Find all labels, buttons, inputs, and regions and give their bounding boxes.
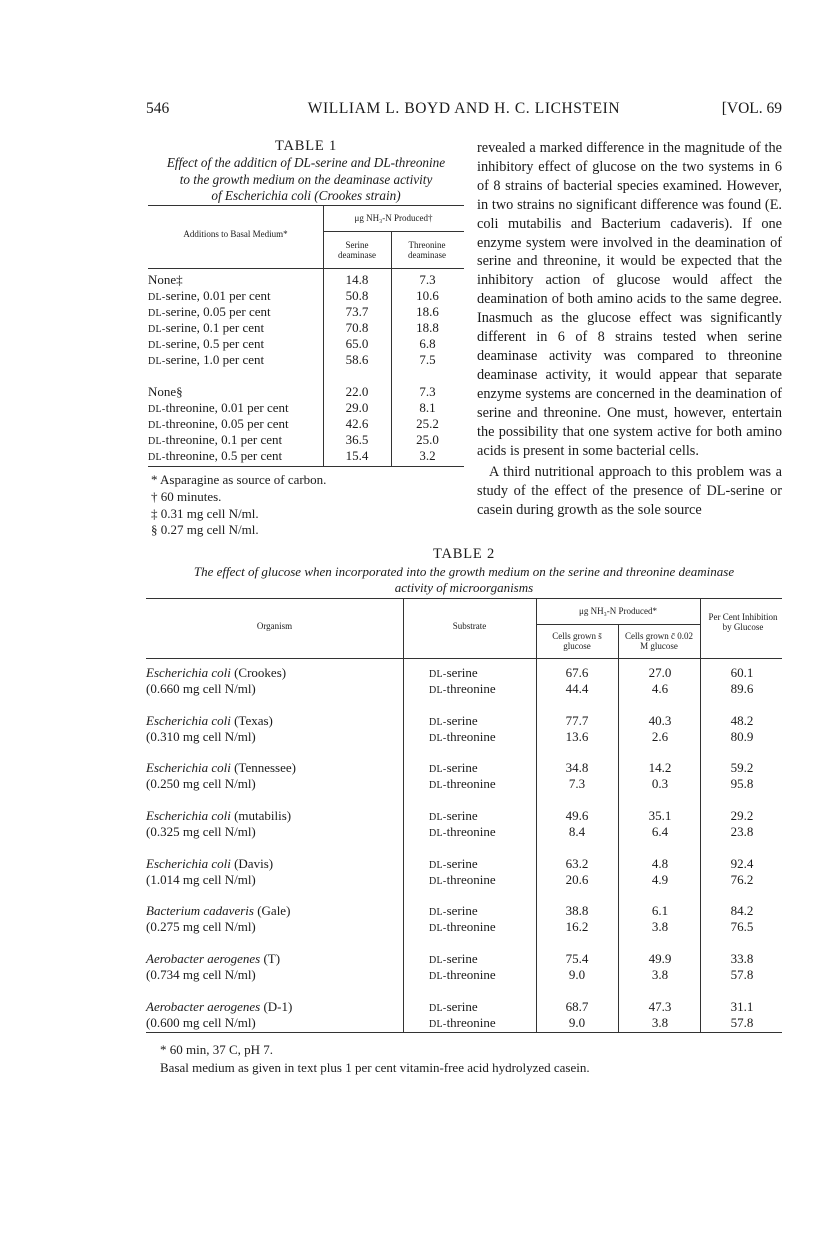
organism-species: Aerobacter aerogenes (146, 998, 261, 1014)
inhibition-value: 89.6 (730, 681, 754, 696)
substrate: DL-serine (429, 998, 478, 1014)
value-no-glucose: 44.4 (565, 681, 589, 696)
value-no-glucose: 8.4 (568, 824, 586, 840)
table-row-group (146, 713, 782, 761)
organism-species: Escherichia coli (146, 855, 231, 871)
table-row (146, 967, 782, 983)
cell-nitrogen: (0.734 mg cell N/ml) (146, 967, 256, 983)
value-glucose: 14.2 (648, 760, 672, 776)
value-glucose: 40.3 (648, 712, 672, 728)
row-label: None‡ (148, 272, 183, 287)
table-row (146, 824, 782, 840)
organism-strain: (Tennessee) (234, 760, 296, 776)
table-row (148, 384, 464, 400)
serine-value: 50.8 (345, 288, 369, 303)
organism-species: Aerobacter aerogenes (146, 951, 261, 967)
substrate: DL-serine (429, 951, 478, 967)
inhibition-value: 31.1 (730, 998, 754, 1014)
table1-caption (146, 155, 466, 205)
value-no-glucose: 38.8 (565, 903, 589, 919)
footnote: † 60 minutes. (151, 488, 222, 504)
row-label: DL-threonine, 0.1 per cent (148, 432, 283, 447)
table-row (148, 304, 464, 320)
serine-value: 42.6 (345, 416, 369, 431)
value-glucose: 49.9 (648, 951, 672, 967)
organism-strain: (Gale) (257, 903, 291, 919)
organism-name (146, 856, 273, 872)
footnote: § 0.27 mg cell N/ml. (151, 522, 259, 538)
value-no-glucose: 63.2 (565, 855, 589, 871)
table2-caption (146, 564, 782, 595)
row-label: DL-serine, 0.1 per cent (148, 320, 265, 335)
inhibition-value: 80.9 (730, 728, 754, 744)
serine-value: 15.4 (345, 448, 369, 463)
body-paragraph: A third nutritional approach to this problem was a study of the effect of the presence of DL-serine or casein during growth as the sole source (477, 464, 782, 519)
value-no-glucose: 7.3 (568, 776, 586, 792)
organism-name (146, 903, 290, 919)
table-row (148, 320, 464, 336)
organism-species: Escherichia coli (146, 808, 231, 824)
substrate: DL-threonine (429, 1014, 496, 1030)
cell-nitrogen: (0.325 mg cell N/ml) (146, 824, 256, 840)
table-row-group (146, 760, 782, 808)
inhibition-value: 60.1 (730, 665, 754, 680)
organism-species: Bacterium cadaveris (146, 903, 254, 919)
value-glucose: 47.3 (648, 998, 672, 1014)
threonine-value: 25.0 (416, 432, 439, 447)
inhibition-value: 57.8 (730, 967, 754, 983)
table-row (146, 903, 782, 919)
value-glucose: 35.1 (648, 808, 672, 824)
table-row (146, 1015, 782, 1031)
table-row-group (146, 856, 782, 904)
value-glucose: 4.8 (651, 855, 669, 871)
cell-nitrogen: (0.275 mg cell N/ml) (146, 919, 256, 935)
value-no-glucose: 49.6 (565, 808, 589, 824)
substrate: DL-threonine (429, 967, 496, 983)
table2-header-glucose: Cells grown c̄ 0.02 M glucose (625, 631, 693, 651)
row-label: DL-threonine, 0.05 per cent (148, 416, 289, 431)
threonine-value: 18.8 (416, 320, 439, 335)
substrate: DL-threonine (429, 871, 496, 887)
table-row (146, 665, 782, 681)
table-row (148, 400, 464, 416)
cell-nitrogen: (0.250 mg cell N/ml) (146, 776, 256, 792)
table2-title: TABLE 2 (432, 546, 496, 562)
serine-value: 36.5 (345, 432, 369, 447)
table2-caption-line: The effect of glucose when incorporated into the growth medium on the serine and threonine deaminase (193, 564, 735, 579)
table2-header-inhibition: Per Cent Inhibition by Glucose (708, 612, 778, 632)
footnote: Basal medium as given in text plus 1 per cent vitamin-free acid hydrolyzed casein. (160, 1059, 590, 1075)
inhibition-value: 92.4 (730, 855, 754, 871)
table1-header-threonine: Threonine deaminase (408, 240, 446, 260)
footnote: * 60 min, 37 C, pH 7. (160, 1042, 274, 1057)
table-row (148, 448, 464, 464)
table-row-group (146, 951, 782, 999)
cell-nitrogen: (0.600 mg cell N/ml) (146, 1014, 256, 1030)
organism-species: Escherichia coli (146, 760, 231, 776)
table-row (146, 919, 782, 935)
organism-species: Escherichia coli (146, 712, 231, 728)
cell-nitrogen: (1.014 mg cell N/ml) (146, 871, 256, 887)
value-no-glucose: 34.8 (565, 760, 589, 776)
row-label: DL-serine, 0.5 per cent (148, 336, 265, 351)
inhibition-value: 59.2 (730, 760, 754, 776)
table-row (146, 999, 782, 1015)
row-label: DL-serine, 1.0 per cent (148, 352, 265, 367)
table-row (146, 808, 782, 824)
table-row-group (146, 903, 782, 951)
table-row (146, 760, 782, 776)
substrate: DL-serine (429, 855, 478, 871)
table-row (148, 352, 464, 368)
table2-header-substrate: Substrate (452, 621, 487, 631)
value-glucose: 3.8 (651, 967, 669, 983)
substrate: DL-threonine (429, 681, 496, 696)
table-row (146, 776, 782, 792)
organism-name (146, 999, 292, 1015)
threonine-value: 8.1 (419, 400, 436, 415)
row-label: DL-threonine, 0.01 per cent (148, 400, 289, 415)
body-text-column (477, 139, 782, 520)
organism-strain: (mutabilis) (234, 808, 292, 824)
row-label: DL-threonine, 0.5 per cent (148, 448, 283, 463)
substrate: DL-serine (429, 712, 478, 728)
threonine-value: 25.2 (416, 416, 439, 431)
table2-body (146, 665, 782, 1047)
table2-header-no-glucose: Cells grown s̄ glucose (552, 631, 602, 651)
table-row (146, 951, 782, 967)
table-row (148, 288, 464, 304)
value-no-glucose: 77.7 (565, 712, 589, 728)
table1-subheader-rule (323, 231, 464, 232)
volume-label: [VOL. 69 (721, 100, 782, 117)
value-no-glucose: 9.0 (568, 967, 586, 983)
table1-header-rule (148, 268, 464, 269)
value-glucose: 4.9 (651, 871, 669, 887)
organism-species: Escherichia coli (146, 665, 231, 680)
table-row (146, 729, 782, 745)
inhibition-value: 57.8 (730, 1014, 754, 1030)
serine-value: 65.0 (345, 336, 369, 351)
table1-body-group1 (148, 272, 464, 368)
table2-caption-line: activity of microorganisms (394, 579, 534, 595)
value-glucose: 4.6 (651, 681, 669, 696)
substrate: DL-serine (429, 808, 478, 824)
table-row (146, 713, 782, 729)
value-no-glucose: 9.0 (568, 1014, 586, 1030)
threonine-value: 7.3 (419, 272, 436, 287)
table-row (148, 336, 464, 352)
table1-body-group2 (148, 384, 464, 464)
table-row (148, 272, 464, 288)
serine-value: 22.0 (345, 384, 369, 399)
running-header (146, 100, 782, 124)
row-label: None§ (148, 384, 183, 399)
serine-value: 73.7 (345, 304, 369, 319)
value-glucose: 6.1 (651, 903, 669, 919)
table-row (146, 856, 782, 872)
inhibition-value: 29.2 (730, 808, 754, 824)
substrate: DL-serine (429, 903, 478, 919)
cell-nitrogen: (0.660 mg cell N/ml) (146, 681, 256, 696)
table-row-group (146, 665, 782, 713)
inhibition-value: 76.5 (730, 919, 754, 935)
organism-strain: (Crookes) (234, 665, 287, 680)
body-paragraph: revealed a marked difference in the magnitude of the inhibitory effect of glucose on the two systems in 6 of 8 strains of bacterial species examined. However, in two strains no significant difference was found (E. coli mutabilis and Bacterium cadaveris). If one enzyme system were involved in the deamination of serine and threonine, it would be expected that the inhibitory action of glucose would affect the deamination of both amino acids to the same degree. Inasmuch as the glucose effect was significantly different in 6 of 8 strains tested when serine deaminase activity was compared to threonine deaminase activity, it would appear that separate enzyme systems are concerned in the deamination of serine and threonine. One must, however, entertain the possibility that one system active for both amino acids is present in some bacterial cells. (477, 140, 782, 459)
organism-strain: (Davis) (234, 855, 274, 871)
table1-top-rule (148, 205, 464, 206)
value-no-glucose: 13.6 (565, 728, 589, 744)
table-row-group (146, 999, 782, 1047)
table2-header-group: μg NH₃-N Produced* (579, 606, 657, 616)
serine-value: 70.8 (345, 320, 369, 335)
threonine-value: 3.2 (419, 448, 436, 463)
substrate: DL-threonine (429, 824, 496, 840)
value-no-glucose: 67.6 (565, 665, 589, 680)
inhibition-value: 33.8 (730, 951, 754, 967)
substrate: DL-threonine (429, 776, 496, 792)
table-row (146, 872, 782, 888)
table1-title: TABLE 1 (274, 138, 338, 154)
value-no-glucose: 75.4 (565, 951, 589, 967)
table-row (146, 681, 782, 697)
value-no-glucose: 20.6 (565, 871, 589, 887)
threonine-value: 7.3 (419, 384, 436, 399)
organism-strain: (D-1) (263, 998, 293, 1014)
value-glucose: 3.8 (651, 1014, 669, 1030)
table-row-group (146, 808, 782, 856)
table1-bottom-rule (148, 466, 464, 467)
organism-strain: (T) (263, 951, 281, 967)
table2-footnotes (160, 1041, 590, 1076)
table1-header-group: μg NH₃-N Produced† (354, 213, 433, 223)
organism-name (146, 760, 296, 776)
page-number: 546 (146, 100, 170, 117)
substrate: DL-threonine (429, 728, 496, 744)
table2-header-organism: Organism (256, 621, 293, 631)
footnote: ‡ 0.31 mg cell N/ml. (151, 505, 259, 521)
table1-caption-line: Effect of the additicn of DL-serine and DL-threonine (166, 155, 446, 170)
value-glucose: 27.0 (648, 665, 672, 680)
substrate: DL-threonine (429, 919, 496, 935)
table1-footnotes (151, 472, 326, 539)
serine-value: 58.6 (345, 352, 369, 367)
row-label: DL-serine, 0.01 per cent (148, 288, 271, 303)
organism-name (146, 665, 286, 681)
organism-name (146, 808, 291, 824)
inhibition-value: 76.2 (730, 871, 754, 887)
organism-name (146, 951, 280, 967)
threonine-value: 10.6 (416, 288, 439, 303)
value-glucose: 0.3 (651, 776, 669, 792)
threonine-value: 7.5 (419, 352, 436, 367)
footnote: * Asparagine as source of carbon. (151, 472, 327, 487)
inhibition-value: 48.2 (730, 712, 754, 728)
serine-value: 29.0 (345, 400, 369, 415)
inhibition-value: 84.2 (730, 903, 754, 919)
table1-caption-line: of Escherichia coli (Crookes strain) (211, 188, 401, 203)
organism-name (146, 713, 273, 729)
row-label: DL-serine, 0.05 per cent (148, 304, 271, 319)
value-no-glucose: 68.7 (565, 998, 589, 1014)
substrate: DL-serine (429, 760, 478, 776)
author-line: WILLIAM L. BOYD AND H. C. LICHSTEIN (307, 100, 621, 117)
value-glucose: 3.8 (651, 919, 669, 935)
threonine-value: 18.6 (416, 304, 439, 319)
serine-value: 14.8 (345, 272, 369, 287)
threonine-value: 6.8 (419, 336, 436, 351)
table2-top-rule (146, 598, 782, 599)
table1-caption-line: to the growth medium on the deaminase activity (179, 171, 433, 187)
table1-header-additions: Additions to Basal Medium* (183, 229, 288, 239)
value-glucose: 6.4 (651, 824, 669, 840)
value-glucose: 2.6 (651, 728, 669, 744)
inhibition-value: 23.8 (730, 824, 754, 840)
table1-header-serine: Serine deaminase (338, 240, 376, 260)
cell-nitrogen: (0.310 mg cell N/ml) (146, 728, 256, 744)
table-row (148, 416, 464, 432)
table2-header-rule (146, 658, 782, 659)
organism-strain: (Texas) (234, 712, 273, 728)
value-no-glucose: 16.2 (565, 919, 589, 935)
substrate: DL-serine (429, 665, 478, 680)
table-row (148, 432, 464, 448)
inhibition-value: 95.8 (730, 776, 754, 792)
